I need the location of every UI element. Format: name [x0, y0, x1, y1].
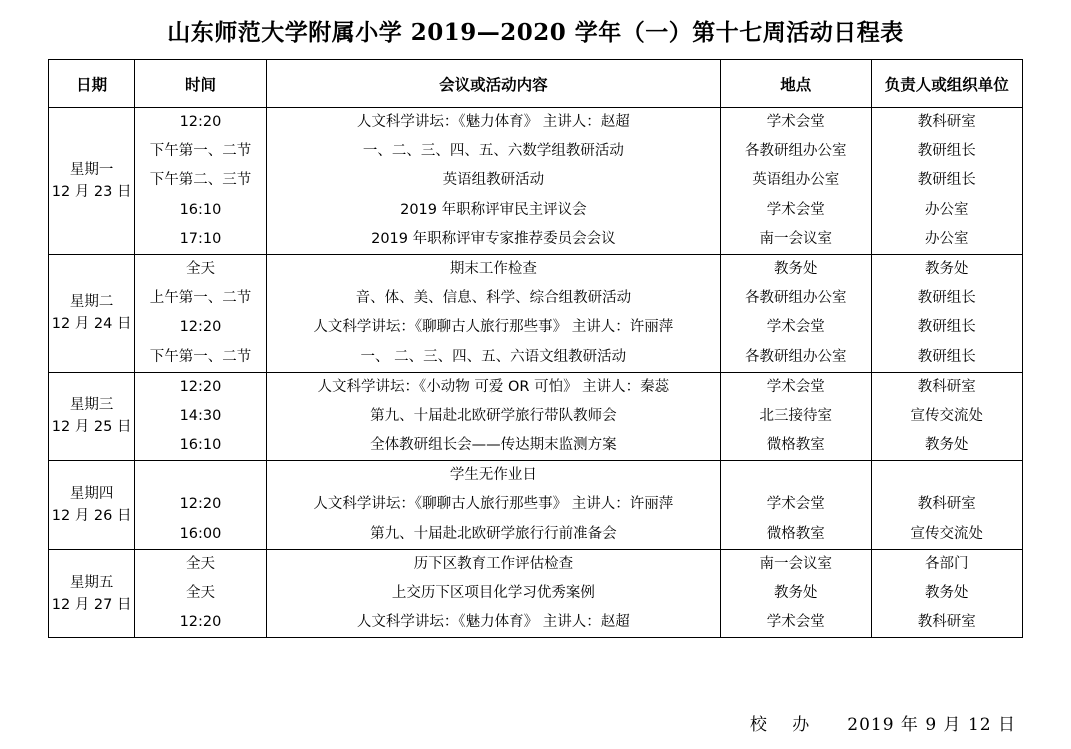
- location-cell: [721, 108, 871, 255]
- owner-text: 教科研室: [917, 614, 976, 631]
- header-location: 地点: [721, 60, 871, 108]
- location-text: 各教研组办公室: [745, 290, 847, 307]
- time-text: 下午第二、三节: [149, 172, 252, 189]
- location-text: 学术会堂: [766, 114, 825, 130]
- weekday-label: 星期一: [69, 161, 114, 178]
- time-text: 全天: [185, 260, 215, 277]
- date-label: 12 月 25 日: [51, 419, 132, 436]
- content-text: 英语组教研活动: [442, 172, 545, 189]
- content-cell: [266, 108, 720, 255]
- day-cell: [49, 108, 135, 255]
- location-text: 南一会议室: [759, 555, 833, 572]
- owner-cell: [871, 254, 1023, 372]
- time-text: 16:10: [179, 437, 222, 454]
- time-text: 14:30: [179, 407, 222, 424]
- owner-text: 教科研室: [917, 496, 976, 513]
- time-text: 上午第一、二节: [149, 290, 252, 307]
- location-cell: [721, 254, 871, 372]
- content-cell: [266, 549, 720, 638]
- header-content: 会议或活动内容: [266, 60, 720, 108]
- content-text: 期末工作检查: [449, 260, 537, 277]
- header-owner: 负责人或组织单位: [871, 60, 1023, 108]
- location-text: 学术会堂: [766, 201, 825, 218]
- time-cell: [135, 254, 266, 372]
- location-text: 微格教室: [766, 437, 825, 454]
- time-text: 全天: [185, 585, 215, 601]
- owner-text: 教科研室: [917, 114, 976, 130]
- day-cell: [49, 372, 135, 461]
- time-text: 12:20: [179, 319, 222, 336]
- time-text: 下午第一、二节: [149, 143, 252, 160]
- time-text: [135, 461, 265, 490]
- location-text: 学术会堂: [766, 614, 825, 631]
- header-day: 日期: [49, 60, 135, 108]
- time-text: 全天: [185, 555, 215, 572]
- date-label: 12 月 27 日: [51, 596, 132, 613]
- day-cell: [49, 549, 135, 638]
- content-text: 一、 二、三、四、五、六语文组教研活动: [360, 348, 627, 365]
- time-text: 16:00: [179, 525, 222, 542]
- owner-text: 教研组长: [917, 348, 976, 365]
- owner-text: 教研组长: [917, 172, 976, 189]
- content-text: 历下区教育工作评估检查: [413, 555, 574, 572]
- content-text: 人文科学讲坛：《聊聊古人旅行那些事》 主讲人：许丽萍: [313, 319, 674, 336]
- weekday-label: 星期二: [69, 294, 114, 311]
- owner-text: 各部门: [925, 555, 969, 572]
- location-text: 北三接待室: [759, 407, 833, 424]
- time-cell: [135, 549, 266, 638]
- content-text: 学生无作业日: [449, 467, 537, 484]
- owner-text: 教研组长: [917, 290, 976, 307]
- time-text: 12:20: [179, 496, 222, 513]
- location-text: 微格教室: [766, 525, 825, 542]
- owner-text: 宣传交流处: [910, 525, 983, 542]
- owner-text: 教务处: [925, 437, 969, 454]
- owner-text: 教务处: [925, 260, 969, 277]
- day-row: [49, 461, 1023, 550]
- weekday-label: 星期五: [69, 574, 114, 591]
- content-text: 人文科学讲坛：《魅力体育》 主讲人：赵超: [356, 114, 630, 130]
- header-row: [49, 60, 1023, 108]
- location-text: 学术会堂: [766, 378, 825, 395]
- content-cell: [266, 461, 720, 550]
- content-text: 人文科学讲坛：《小动物 可爱 OR 可怕》 主讲人：秦蕊: [317, 378, 670, 395]
- content-text: 一、二、三、四、五、六数学组教研活动: [362, 143, 624, 160]
- location-text: 各教研组办公室: [745, 143, 847, 160]
- content-text: 音、体、美、信息、科学、综合组教研活动: [355, 290, 632, 307]
- time-text: 12:20: [179, 614, 222, 631]
- owner-text: 教务处: [925, 585, 969, 601]
- content-text: 2019 年职称评审民主评议会: [400, 201, 587, 218]
- time-text: 下午第一、二节: [149, 348, 252, 365]
- owner-text: [872, 461, 1023, 490]
- location-text: 学术会堂: [766, 319, 825, 336]
- footer-office: 校 办: [749, 715, 820, 735]
- location-cell: [721, 549, 871, 638]
- content-text: 第九、十届赴北欧研学旅行行前准备会: [370, 525, 617, 542]
- location-cell: [721, 372, 871, 461]
- owner-cell: [871, 549, 1023, 638]
- owner-text: 教研组长: [917, 319, 976, 336]
- content-text: 人文科学讲坛：《魅力体育》 主讲人：赵超: [356, 614, 630, 631]
- document-title: 山东师范大学附属小学 2019—2020 学年（一）第十七周活动日程表: [167, 19, 904, 46]
- weekday-label: 星期四: [69, 486, 114, 503]
- owner-cell: [871, 372, 1023, 461]
- owner-text: 办公室: [925, 201, 969, 218]
- time-text: 12:20: [179, 378, 222, 395]
- content-cell: [266, 254, 720, 372]
- header-time: 时间: [135, 60, 266, 108]
- time-text: 16:10: [179, 201, 222, 218]
- owner-cell: [871, 461, 1023, 550]
- content-text: 上交历下区项目化学习优秀案例: [391, 585, 595, 601]
- content-text: 全体教研组长会——传达期末监测方案: [370, 437, 617, 454]
- location-text: 各教研组办公室: [745, 348, 847, 365]
- owner-text: 办公室: [925, 230, 969, 247]
- time-cell: [135, 108, 266, 255]
- owner-text: 教研组长: [917, 143, 976, 160]
- content-text: 人文科学讲坛：《聊聊古人旅行那些事》 主讲人：许丽萍: [313, 496, 674, 513]
- weekday-label: 星期三: [69, 397, 114, 414]
- schedule-table: [48, 59, 1023, 638]
- day-row: [49, 549, 1023, 638]
- time-cell: [135, 461, 266, 550]
- date-label: 12 月 24 日: [51, 316, 132, 333]
- location-text: 教务处: [774, 585, 818, 601]
- day-cell: [49, 461, 135, 550]
- time-cell: [135, 372, 266, 461]
- time-text: 17:10: [179, 230, 222, 247]
- footer: [750, 710, 1016, 735]
- content-cell: [266, 372, 720, 461]
- location-text: [721, 461, 870, 490]
- location-text: 教务处: [774, 260, 818, 277]
- owner-text: 宣传交流处: [910, 407, 983, 424]
- location-text: 英语组办公室: [752, 172, 840, 189]
- content-text: 第九、十届赴北欧研学旅行带队教师会: [370, 407, 617, 424]
- date-label: 12 月 26 日: [51, 508, 132, 525]
- content-text: 2019 年职称评审专家推荐委员会会议: [371, 230, 616, 247]
- owner-text: 教科研室: [917, 378, 976, 395]
- footer-date: 2019 年 9 月 12 日: [847, 715, 1016, 735]
- day-row: [49, 254, 1023, 372]
- location-text: 学术会堂: [766, 496, 825, 513]
- day-row: [49, 372, 1023, 461]
- schedule-body: [49, 108, 1023, 638]
- day-cell: [49, 254, 135, 372]
- location-cell: [721, 461, 871, 550]
- owner-cell: [871, 108, 1023, 255]
- time-text: 12:20: [179, 114, 222, 130]
- day-row: [49, 108, 1023, 255]
- date-label: 12 月 23 日: [51, 183, 132, 200]
- location-text: 南一会议室: [759, 230, 833, 247]
